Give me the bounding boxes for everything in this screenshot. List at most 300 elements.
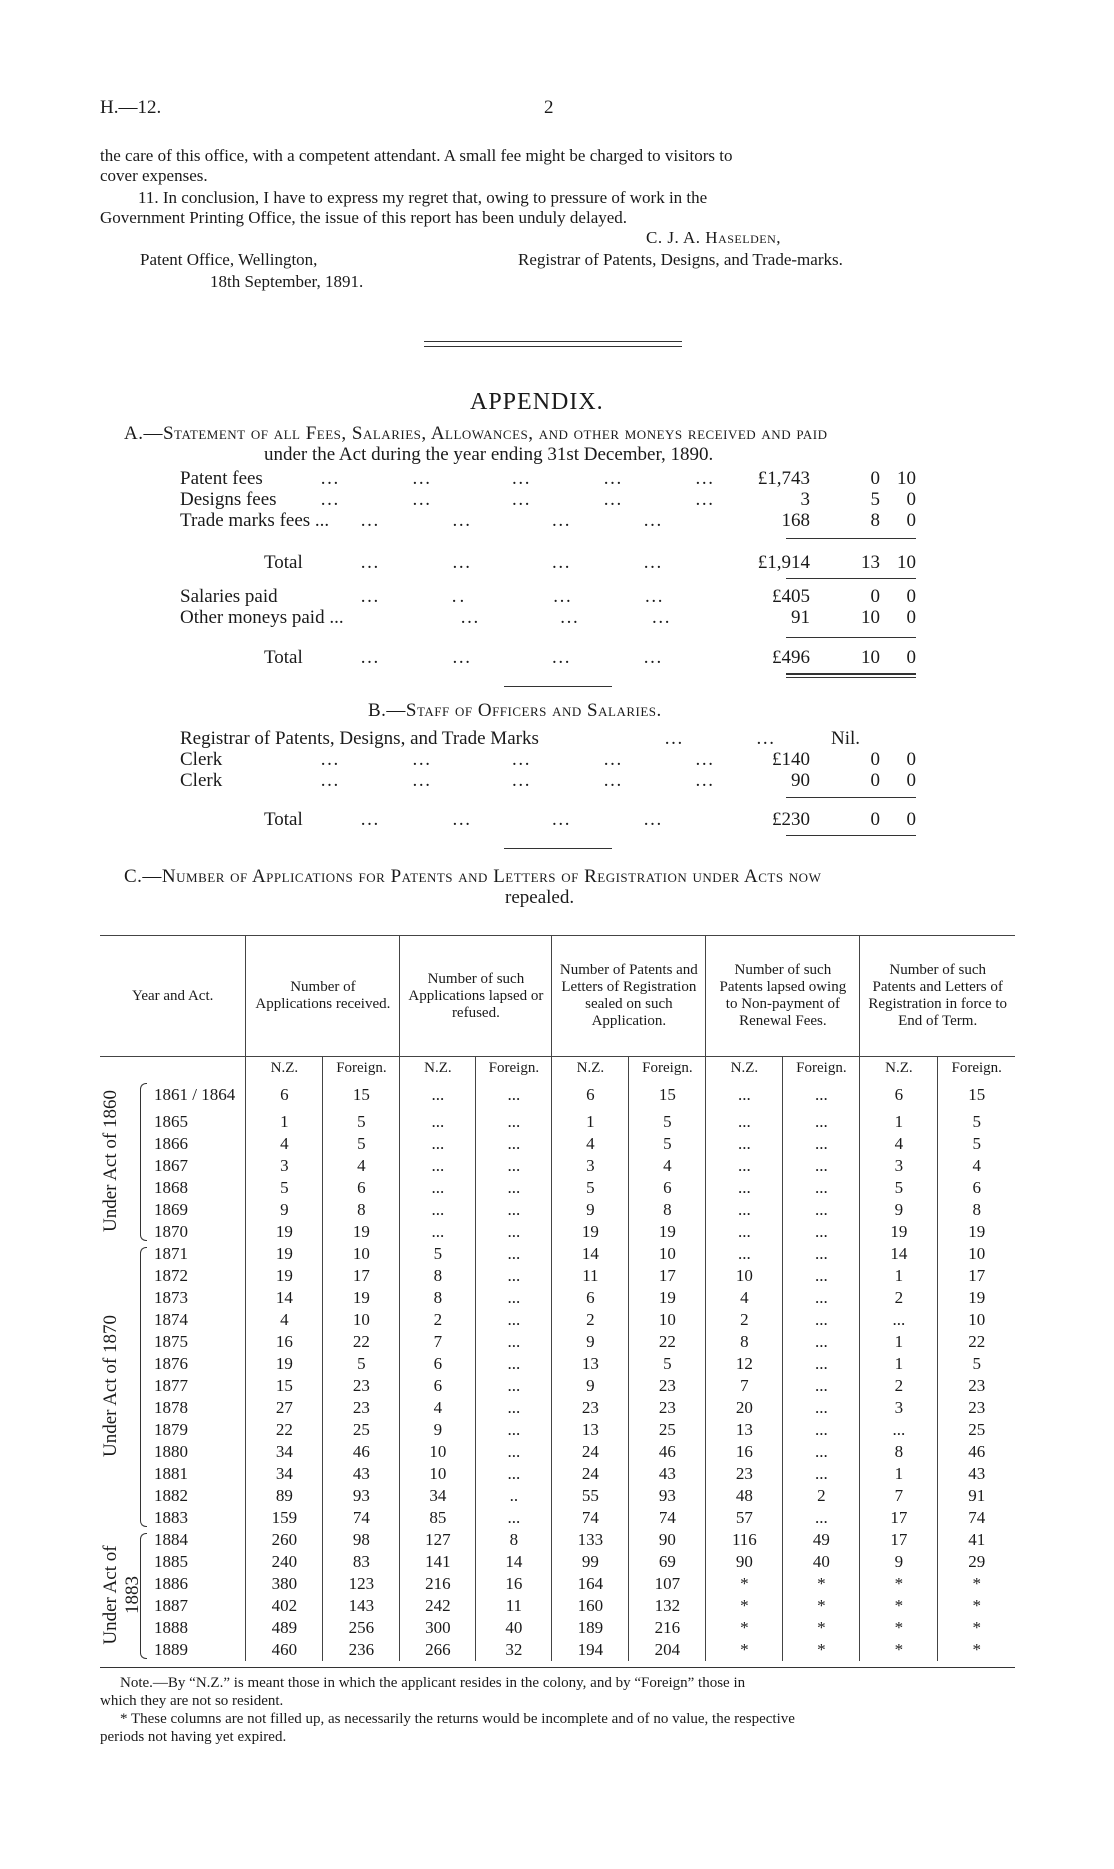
leader-dots: … … …	[460, 607, 674, 628]
table-cell: 19	[938, 1287, 1015, 1309]
header-applications-received: Number of Applications received.	[246, 936, 400, 1057]
table-row	[100, 1309, 1015, 1331]
table-cell: ...	[476, 1199, 552, 1221]
table-cell: 83	[323, 1551, 400, 1573]
table-cell: 4	[629, 1155, 706, 1177]
year-cell	[100, 1595, 246, 1617]
statement-row	[180, 728, 940, 750]
table-cell: 3	[552, 1155, 629, 1177]
table-cell: 10	[629, 1243, 706, 1265]
amount-pounds: £496	[772, 647, 810, 668]
table-cell: 49	[783, 1529, 860, 1551]
table-cell: 5	[552, 1177, 629, 1199]
signature-date: 18th September, 1891.	[210, 272, 364, 291]
table-row	[100, 1419, 1015, 1441]
table-cell: ...	[476, 1463, 552, 1485]
table-cell: ...	[400, 1079, 476, 1111]
year-cell	[100, 1133, 246, 1155]
table-cell: 11	[552, 1265, 629, 1287]
table-cell: 24	[552, 1441, 629, 1463]
table-cell: 17	[938, 1265, 1015, 1287]
table-row	[100, 1265, 1015, 1287]
table-cell: 5	[860, 1177, 938, 1199]
subheader-nz: N.Z.	[860, 1057, 938, 1080]
statement-label: Clerk	[180, 770, 223, 791]
header-sealed: Number of Patents and Letters of Registration sealed on such Application.	[552, 936, 706, 1057]
amount-shillings: 0	[870, 586, 880, 607]
table-row	[100, 1595, 1015, 1617]
leader-dots: … … … … …	[320, 749, 717, 770]
table-cell: 46	[938, 1441, 1015, 1463]
statement-label: Salaries paid	[180, 586, 278, 607]
statement-row	[180, 647, 940, 669]
table-cell: 93	[323, 1485, 400, 1507]
year-cell	[100, 1441, 246, 1463]
table-cell: ...	[476, 1331, 552, 1353]
table-cell: 11	[476, 1595, 552, 1617]
signature-place: Patent Office, Wellington,	[140, 250, 318, 269]
table-cell: ...	[476, 1079, 552, 1111]
year-cell	[100, 1221, 246, 1243]
table-cell: ...	[783, 1133, 860, 1155]
table-cell: ...	[783, 1309, 860, 1331]
table-cell: 91	[938, 1485, 1015, 1507]
year-label: 1870	[154, 1222, 188, 1241]
table-cell: 93	[629, 1485, 706, 1507]
table-cell: ...	[476, 1287, 552, 1309]
statement-row	[180, 586, 940, 608]
table-cell: 8	[400, 1265, 476, 1287]
year-label: 1876	[154, 1354, 188, 1373]
table-row	[100, 1221, 1015, 1243]
table-cell: ...	[783, 1243, 860, 1265]
statement-row	[180, 749, 940, 771]
leader-dots: … .. … …	[360, 586, 667, 607]
year-label: 1877	[154, 1376, 188, 1395]
table-cell: 5	[323, 1353, 400, 1375]
table-cell: 2	[860, 1375, 938, 1397]
table-cell: ...	[783, 1199, 860, 1221]
table-cell: 57	[706, 1507, 783, 1529]
table-cell: ...	[476, 1155, 552, 1177]
subheader-foreign: Foreign.	[323, 1057, 400, 1080]
table-cell: 12	[706, 1353, 783, 1375]
table-cell: 6	[400, 1353, 476, 1375]
amount-pounds: £140	[772, 749, 810, 770]
table-cell: 32	[476, 1639, 552, 1661]
table-cell: 5	[246, 1177, 323, 1199]
table-cell: 133	[552, 1529, 629, 1551]
table-row	[100, 1079, 1015, 1111]
table-cell: *	[860, 1639, 938, 1661]
table-cell: *	[706, 1573, 783, 1595]
table-cell: *	[938, 1639, 1015, 1661]
year-label: 1878	[154, 1398, 188, 1417]
year-cell	[100, 1177, 246, 1199]
table-cell: 15	[323, 1079, 400, 1111]
table-cell: 40	[783, 1551, 860, 1573]
table-cell: ...	[476, 1133, 552, 1155]
table-row	[100, 1353, 1015, 1375]
table-cell: 15	[629, 1079, 706, 1111]
table-cell: 1	[552, 1111, 629, 1133]
year-label: 1884	[154, 1530, 188, 1549]
table-cell: 55	[552, 1485, 629, 1507]
act-label: Under Act of 1870	[100, 1315, 121, 1457]
amount-pounds: 3	[800, 489, 810, 510]
year-label: 1867	[154, 1156, 188, 1175]
table-cell: 240	[246, 1551, 323, 1573]
statement-row	[180, 552, 940, 574]
header-lapsed-non-payment: Number of such Patents lapsed owing to Non-payment of Renewal Fees.	[706, 936, 860, 1057]
table-cell: 4	[706, 1287, 783, 1309]
year-cell	[100, 1375, 246, 1397]
leader-dots: … … … …	[360, 647, 665, 668]
table-cell: ...	[783, 1287, 860, 1309]
table-cell: 90	[629, 1529, 706, 1551]
table-cell: 14	[246, 1287, 323, 1309]
table-cell: ...	[400, 1155, 476, 1177]
footnote-text: which they are not so resident.	[100, 1693, 284, 1709]
table-cell: 4	[860, 1133, 938, 1155]
amount-pence: 0	[906, 586, 916, 607]
table-cell: 6	[938, 1177, 1015, 1199]
table-cell: 22	[938, 1331, 1015, 1353]
table-cell: 19	[323, 1287, 400, 1309]
table-cell: 2	[400, 1309, 476, 1331]
year-label: 1873	[154, 1288, 188, 1307]
table-cell: 9	[860, 1551, 938, 1573]
table-cell: 6	[629, 1177, 706, 1199]
table-cell: 19	[938, 1221, 1015, 1243]
table-cell: 6	[323, 1177, 400, 1199]
table-cell: *	[783, 1639, 860, 1661]
signature-name: C. J. A. Haselden,	[646, 228, 781, 247]
leader-dots: … … … …	[360, 510, 665, 531]
table-cell: 23	[323, 1397, 400, 1419]
table-cell: 22	[323, 1331, 400, 1353]
table-cell: 23	[629, 1397, 706, 1419]
table-row	[100, 1639, 1015, 1661]
document-reference: H.—12.	[100, 97, 162, 118]
table-row	[100, 1485, 1015, 1507]
year-label: 1874	[154, 1310, 188, 1329]
table-cell: 123	[323, 1573, 400, 1595]
table-cell: 132	[629, 1595, 706, 1617]
table-cell: 10	[938, 1243, 1015, 1265]
statement-row	[180, 607, 940, 629]
table-bottom-rule	[100, 1667, 1015, 1668]
amount-shillings: 13	[861, 552, 880, 573]
table-row	[100, 1529, 1015, 1551]
table-cell: 19	[323, 1221, 400, 1243]
table-cell: 460	[246, 1639, 323, 1661]
table-cell: 25	[629, 1419, 706, 1441]
table-cell: ...	[783, 1441, 860, 1463]
table-cell: ...	[476, 1507, 552, 1529]
table-cell: 43	[629, 1463, 706, 1485]
table-cell: *	[860, 1617, 938, 1639]
sum-rule	[786, 673, 916, 675]
amount-pounds: 91	[791, 607, 810, 628]
table-cell: 402	[246, 1595, 323, 1617]
table-cell: 22	[629, 1331, 706, 1353]
intro-line: 11. In conclusion, I have to express my regret that, owing to pressure of work in the	[138, 188, 708, 207]
subheader-foreign: Foreign.	[783, 1057, 860, 1080]
amount-pence: 10	[897, 468, 916, 489]
amount-shillings: 10	[861, 607, 880, 628]
table-cell: ...	[476, 1309, 552, 1331]
table-cell: ...	[706, 1243, 783, 1265]
amount-shillings: 0	[870, 468, 880, 489]
table-cell: 7	[706, 1375, 783, 1397]
table-cell: 7	[860, 1485, 938, 1507]
statement-row	[180, 468, 940, 490]
table-cell: 4	[552, 1133, 629, 1155]
table-cell: 4	[246, 1309, 323, 1331]
amount-shillings: 0	[870, 809, 880, 830]
table-cell: 15	[246, 1375, 323, 1397]
table-cell: 6	[860, 1079, 938, 1111]
intro-line: cover expenses.	[100, 166, 208, 185]
year-cell	[100, 1155, 246, 1177]
amount-pounds: £1,914	[757, 552, 810, 573]
year-label: 1882	[154, 1486, 188, 1505]
table-cell: *	[706, 1617, 783, 1639]
table-cell: 27	[246, 1397, 323, 1419]
table-cell: 8	[323, 1199, 400, 1221]
table-cell: 164	[552, 1573, 629, 1595]
table-cell: ...	[783, 1079, 860, 1111]
sum-rule	[786, 797, 916, 798]
sum-rule	[786, 637, 916, 638]
table-cell: 17	[629, 1265, 706, 1287]
table-cell: 256	[323, 1617, 400, 1639]
year-cell	[100, 1573, 246, 1595]
table-row	[100, 1441, 1015, 1463]
table-cell: *	[783, 1595, 860, 1617]
staff-title: B.—Staff of Officers and Salaries.	[368, 700, 662, 721]
table-cell: 46	[323, 1441, 400, 1463]
sum-rule	[786, 835, 916, 836]
table-cell: 15	[938, 1079, 1015, 1111]
section-divider	[424, 346, 682, 347]
amount-pence: 0	[906, 749, 916, 770]
table-cell: 216	[629, 1617, 706, 1639]
table-cell: ..	[476, 1485, 552, 1507]
table-cell: 204	[629, 1639, 706, 1661]
table-cell: ...	[400, 1221, 476, 1243]
amount-pence: 10	[897, 552, 916, 573]
section-divider	[504, 686, 612, 687]
table-cell: *	[938, 1573, 1015, 1595]
amount-pence: 0	[906, 647, 916, 668]
table-cell: 8	[476, 1529, 552, 1551]
table-cell: 10	[400, 1463, 476, 1485]
table-row	[100, 1133, 1015, 1155]
statement-row	[180, 489, 940, 511]
amount-shillings: 0	[870, 770, 880, 791]
table-cell: ...	[783, 1419, 860, 1441]
intro-line: Government Printing Office, the issue of this report has been unduly delayed.	[100, 208, 628, 227]
table-cell: 22	[246, 1419, 323, 1441]
table-cell: 23	[706, 1463, 783, 1485]
table-cell: *	[706, 1639, 783, 1661]
table-cell: 23	[552, 1397, 629, 1419]
table-cell: ...	[783, 1177, 860, 1199]
year-label: 1885	[154, 1552, 188, 1571]
table-cell: 5	[629, 1111, 706, 1133]
statement-label: Other moneys paid ...	[180, 607, 344, 628]
subheader-nz: N.Z.	[552, 1057, 629, 1080]
act-label: Under Act of 1883	[100, 1545, 143, 1645]
table-cell: 8	[400, 1287, 476, 1309]
appendix-title: APPENDIX.	[470, 389, 604, 415]
table-cell: 34	[246, 1463, 323, 1485]
table-row	[100, 1111, 1015, 1133]
table-cell: 10	[323, 1243, 400, 1265]
table-cell: *	[783, 1617, 860, 1639]
table-cell: 69	[629, 1551, 706, 1573]
amount-shillings: 0	[870, 749, 880, 770]
year-cell	[100, 1507, 246, 1529]
table-cell: 9	[552, 1375, 629, 1397]
statement-label: Total	[264, 809, 303, 830]
year-cell	[100, 1199, 246, 1221]
amount-pence: 0	[906, 770, 916, 791]
year-cell	[100, 1331, 246, 1353]
year-label: 1871	[154, 1244, 188, 1263]
table-cell: ...	[476, 1419, 552, 1441]
table-cell: ...	[476, 1265, 552, 1287]
table-cell: ...	[783, 1111, 860, 1133]
leader-dots: … … … …	[360, 809, 665, 830]
section-divider	[504, 848, 612, 849]
applications-table-body	[100, 1057, 1015, 1662]
table-cell: ...	[476, 1353, 552, 1375]
table-cell: 300	[400, 1617, 476, 1639]
statement-label: Total	[264, 552, 303, 573]
table-cell: 216	[400, 1573, 476, 1595]
year-label: 1883	[154, 1508, 188, 1527]
table-cell: *	[860, 1595, 938, 1617]
table-cell: 4	[323, 1155, 400, 1177]
table-cell: ...	[400, 1133, 476, 1155]
table-cell: 380	[246, 1573, 323, 1595]
table-row	[100, 1331, 1015, 1353]
table-cell: 23	[938, 1375, 1015, 1397]
table-cell: 10	[400, 1441, 476, 1463]
table-cell: 23	[323, 1375, 400, 1397]
table-cell: 16	[706, 1441, 783, 1463]
sum-rule	[786, 578, 916, 579]
table-cell: 6	[552, 1287, 629, 1309]
amount-pounds: £1,743	[757, 468, 810, 489]
table-cell: 10	[323, 1309, 400, 1331]
table-cell: 5	[629, 1133, 706, 1155]
table-cell: ...	[783, 1375, 860, 1397]
table-cell: 1	[860, 1353, 938, 1375]
statement-row	[180, 770, 940, 792]
table-cell: ...	[706, 1199, 783, 1221]
table-cell: 2	[552, 1309, 629, 1331]
year-label: 1861 / 1864	[154, 1085, 236, 1104]
table-cell: 1	[860, 1463, 938, 1485]
table-cell: 13	[706, 1419, 783, 1441]
table-cell: ...	[783, 1221, 860, 1243]
year-label: 1875	[154, 1332, 188, 1351]
table-row	[100, 1617, 1015, 1639]
table-cell: 25	[938, 1419, 1015, 1441]
table-cell: 189	[552, 1617, 629, 1639]
table-cell: 2	[706, 1309, 783, 1331]
table-cell: 90	[706, 1551, 783, 1573]
table-cell: 19	[246, 1221, 323, 1243]
table-cell: 5	[938, 1353, 1015, 1375]
table-cell: 19	[629, 1287, 706, 1309]
statement-label: Designs fees	[180, 489, 277, 510]
table-cell: 17	[323, 1265, 400, 1287]
table-row	[100, 1177, 1015, 1199]
table-cell: 13	[552, 1353, 629, 1375]
table-cell: 1	[860, 1265, 938, 1287]
table-cell: 1	[860, 1111, 938, 1133]
header-lapsed-refused: Number of such Applications lapsed or refused.	[400, 936, 552, 1057]
table-cell: 5	[938, 1133, 1015, 1155]
table-cell: 9	[860, 1199, 938, 1221]
table-cell: 10	[706, 1265, 783, 1287]
table-cell: ...	[706, 1111, 783, 1133]
table-cell: ...	[476, 1177, 552, 1199]
table-cell: 8	[706, 1331, 783, 1353]
table-cell: 34	[246, 1441, 323, 1463]
amount-shillings: 5	[870, 489, 880, 510]
statement-label: Clerk	[180, 749, 223, 770]
year-label: 1868	[154, 1178, 188, 1197]
table-cell: ...	[400, 1177, 476, 1199]
subheader-nz: N.Z.	[400, 1057, 476, 1080]
table-cell: 6	[552, 1079, 629, 1111]
table-cell: ...	[860, 1419, 938, 1441]
table-cell: 13	[552, 1419, 629, 1441]
table-cell: ...	[783, 1331, 860, 1353]
year-label: 1865	[154, 1112, 188, 1131]
table-cell: ...	[706, 1133, 783, 1155]
table-cell: 9	[246, 1199, 323, 1221]
signature-role: Registrar of Patents, Designs, and Trade-marks.	[518, 250, 843, 269]
amount-pence: 0	[906, 510, 916, 531]
table-row	[100, 1243, 1015, 1265]
statement-label: Trade marks fees ...	[180, 510, 330, 531]
header-year-act: Year and Act.	[100, 936, 246, 1057]
table-cell: ...	[706, 1079, 783, 1111]
subheader-foreign: Foreign.	[476, 1057, 552, 1080]
table-cell: 266	[400, 1639, 476, 1661]
table-cell: ...	[476, 1243, 552, 1265]
table-cell: 5	[323, 1111, 400, 1133]
table-cell: ...	[476, 1221, 552, 1243]
year-label: 1881	[154, 1464, 188, 1483]
table-cell: *	[938, 1617, 1015, 1639]
table-cell: 20	[706, 1397, 783, 1419]
table-cell: 2	[860, 1287, 938, 1309]
footnote-text: periods not having yet expired.	[100, 1729, 287, 1745]
section-divider	[424, 341, 682, 342]
table-cell: 16	[476, 1573, 552, 1595]
table-cell: ...	[783, 1397, 860, 1419]
table-cell: 48	[706, 1485, 783, 1507]
footnote-text: * These columns are not filled up, as necessarily the returns would be incomplete and of no value, the respective	[120, 1711, 795, 1727]
